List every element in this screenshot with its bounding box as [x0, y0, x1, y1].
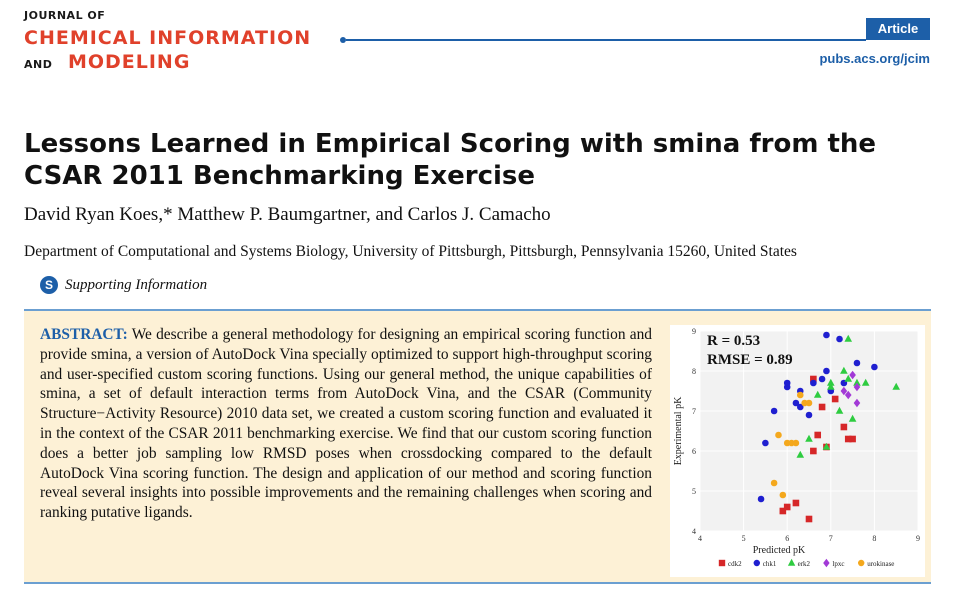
paper-affiliation: Department of Computational and Systems Biology, University of Pittsburgh, Pittsburgh, Pennsylvania 15260, United States [24, 243, 797, 260]
data-point-chk1 [784, 380, 791, 387]
abstract-label: ABSTRACT: [40, 326, 128, 343]
header-rule [346, 39, 866, 41]
legend-label-urokinase: urokinase [867, 560, 895, 568]
legend-marker-erk2 [788, 559, 795, 566]
data-point-chk1 [871, 364, 878, 371]
data-point-cdk2 [793, 500, 800, 507]
data-point-chk1 [762, 440, 769, 447]
x-tick-label: 5 [741, 534, 746, 543]
journal-name-modeling: MODELING [67, 51, 191, 73]
legend-label-cdk2: cdk2 [728, 560, 742, 568]
journal-url-link[interactable]: pubs.acs.org/jcim [819, 51, 930, 66]
data-point-chk1 [836, 336, 843, 343]
data-point-cdk2 [832, 396, 839, 403]
annotation-r: R = 0.53 [707, 333, 761, 349]
supporting-info-icon: S [40, 276, 58, 294]
x-tick-label: 8 [872, 534, 877, 543]
data-point-urokinase [780, 492, 787, 499]
y-tick-label: 6 [692, 447, 696, 456]
article-type-badge: Article [866, 18, 930, 40]
paper-authors: David Ryan Koes,* Matthew P. Baumgartner, and Carlos J. Camacho [24, 204, 551, 225]
x-tick-label: 4 [698, 534, 702, 543]
data-point-urokinase [775, 432, 782, 439]
abstract-text [40, 325, 652, 523]
data-point-urokinase [793, 440, 800, 447]
y-axis-label: Experimental pK [673, 396, 684, 466]
data-point-urokinase [797, 392, 804, 399]
y-tick-label: 8 [692, 367, 696, 376]
journal-name-line1: JOURNAL OF [24, 9, 106, 22]
data-point-cdk2 [845, 436, 852, 443]
legend-label-lpxc: lpxc [832, 560, 845, 568]
legend-label-erk2: erk2 [797, 560, 811, 568]
data-point-urokinase [806, 400, 813, 407]
legend-marker-chk1 [754, 560, 760, 566]
y-tick-label: 5 [692, 487, 696, 496]
data-point-chk1 [810, 380, 817, 387]
y-tick-label: 9 [692, 327, 696, 336]
data-point-chk1 [758, 496, 765, 503]
x-axis-label: Predicted pK [752, 545, 806, 556]
y-tick-label: 4 [692, 527, 696, 536]
annotation-rmse: RMSE = 0.89 [707, 352, 793, 368]
journal-name-line3 [24, 53, 190, 72]
supporting-info-link[interactable] [40, 276, 207, 294]
data-point-chk1 [854, 360, 861, 367]
x-tick-label: 6 [785, 534, 790, 543]
legend-marker-urokinase [858, 560, 864, 566]
data-point-chk1 [771, 408, 778, 415]
abstract-box [24, 309, 931, 584]
data-point-cdk2 [841, 424, 848, 431]
data-point-chk1 [819, 376, 826, 383]
data-point-chk1 [823, 368, 830, 375]
paper-title: Lessons Learned in Empirical Scoring with smina from the CSAR 2011 Benchmarking Exercise [24, 129, 877, 191]
data-point-cdk2 [819, 404, 826, 411]
journal-name-line2: CHEMICAL INFORMATION [24, 27, 312, 49]
legend-marker-cdk2 [719, 560, 725, 566]
data-point-urokinase [771, 480, 778, 487]
data-point-chk1 [823, 332, 830, 339]
scatter-plot-svg [670, 325, 925, 577]
x-tick-label: 7 [828, 534, 833, 543]
data-point-chk1 [806, 412, 813, 419]
toc-scatter-figure [670, 325, 925, 577]
data-point-cdk2 [806, 516, 813, 523]
journal-name-and: AND [24, 58, 53, 71]
legend-label-chk1: chk1 [762, 560, 777, 568]
legend-marker-lpxc [823, 559, 829, 567]
supporting-info-label: Supporting Information [65, 276, 208, 293]
data-point-cdk2 [810, 448, 817, 455]
x-tick-label: 9 [916, 534, 920, 543]
y-tick-label: 7 [692, 407, 696, 416]
data-point-cdk2 [784, 504, 791, 511]
data-point-cdk2 [814, 432, 821, 439]
abstract-body: We describe a general methodology for designing an empirical scoring function and provide smina, a version of AutoDock Vina specially optimized to support high-throughput scoring and user-specified custom scoring functions. Using our general method, the unique capabilities of smina, a set of default interaction terms from AutoDock Vina, and the CSAR (Community Structure−Activity Resource) 2010 data set, we created a custom scoring function and evaluated it in the context of the CSAR 2011 benchmarking exercise. We find that our custom scoring function does a better job sampling low RMSD poses when crossdocking compared to the default AutoDock Vina scoring function. The design and application of our method and scoring function reveal several insights into possible improvements and the remaining challenges when scoring and ranking putative ligands. [40, 326, 652, 522]
